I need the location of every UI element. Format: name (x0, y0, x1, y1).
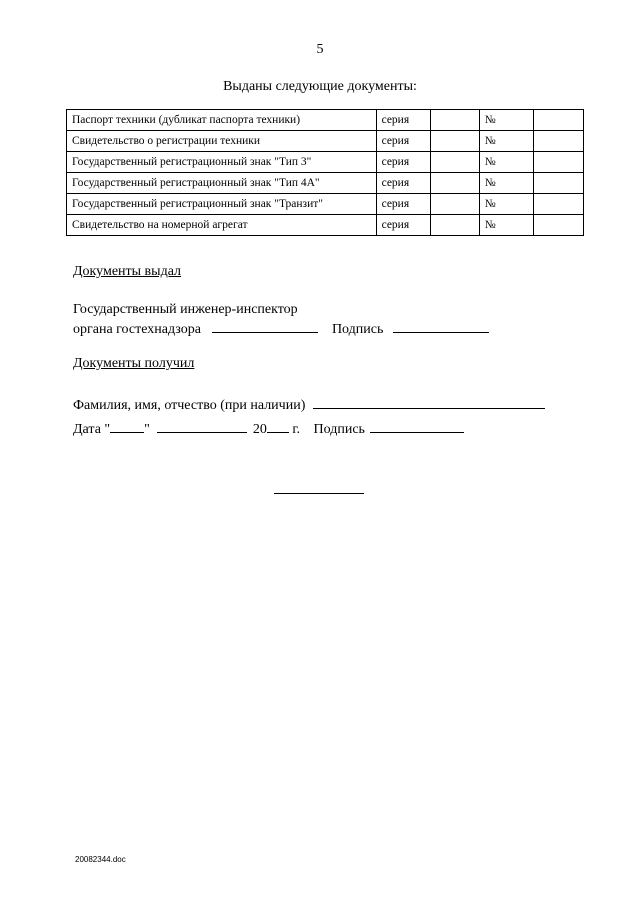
number-label-cell: № (479, 215, 533, 236)
document-name-cell: Свидетельство на номерной агрегат (67, 215, 377, 236)
series-value-cell[interactable] (430, 194, 479, 215)
number-label-cell: № (479, 173, 533, 194)
receiver-signature-label: Подпись (313, 422, 365, 437)
date-quote-open: " (104, 422, 111, 437)
number-value-cell[interactable] (533, 173, 583, 194)
footer-filename: 20082344.doc (75, 855, 126, 864)
fio-field[interactable] (313, 394, 545, 409)
number-label-cell: № (479, 131, 533, 152)
divider (274, 493, 364, 494)
table-row (67, 194, 584, 215)
year-suffix: г. (292, 422, 301, 437)
date-quote-close: " (144, 422, 150, 437)
table-row (67, 152, 584, 173)
page-title: Выданы следующие документы: (223, 79, 417, 94)
series-label-cell: серия (376, 131, 430, 152)
number-value-cell[interactable] (533, 131, 583, 152)
receiver-signature-field[interactable] (370, 418, 464, 433)
number-value-cell[interactable] (533, 215, 583, 236)
table-row (67, 131, 584, 152)
document-name-cell: Свидетельство о регистрации техники (67, 131, 377, 152)
number-value-cell[interactable] (533, 152, 583, 173)
date-label: Дата (73, 422, 101, 437)
document-name-cell: Паспорт техники (дубликат паспорта техники) (67, 110, 377, 131)
series-label-cell: серия (376, 110, 430, 131)
series-label-cell: серия (376, 152, 430, 173)
table-row (67, 173, 584, 194)
inspector-label-line1: Государственный инженер-инспектор (73, 302, 298, 317)
fio-label: Фамилия, имя, отчество (при наличии) (73, 398, 306, 413)
series-value-cell[interactable] (430, 215, 479, 236)
number-value-cell[interactable] (533, 110, 583, 131)
date-line (73, 418, 464, 438)
inspector-signature-field[interactable] (393, 318, 489, 333)
year-prefix: 20 (252, 422, 267, 437)
date-day-field[interactable] (110, 418, 144, 433)
issued-documents-table (66, 109, 584, 236)
inspector-signature-label: Подпись (331, 322, 384, 337)
series-value-cell[interactable] (430, 152, 479, 173)
document-name-cell: Государственный регистрационный знак "Тип 3" (67, 152, 377, 173)
number-label-cell: № (479, 110, 533, 131)
fio-line (73, 394, 545, 414)
date-month-field[interactable] (157, 418, 247, 433)
series-value-cell[interactable] (430, 131, 479, 152)
series-value-cell[interactable] (430, 110, 479, 131)
series-value-cell[interactable] (430, 173, 479, 194)
page-number: 5 (316, 42, 324, 57)
number-label-cell: № (479, 194, 533, 215)
series-label-cell: серия (376, 215, 430, 236)
date-year-field[interactable] (267, 418, 289, 433)
received-by-title: Документы получил (73, 356, 195, 371)
number-label-cell: № (479, 152, 533, 173)
document-name-cell: Государственный регистрационный знак "Тип 4А" (67, 173, 377, 194)
series-label-cell: серия (376, 194, 430, 215)
issued-by-title: Документы выдал (73, 264, 182, 279)
number-value-cell[interactable] (533, 194, 583, 215)
series-label-cell: серия (376, 173, 430, 194)
table-row (67, 215, 584, 236)
inspector-label-line2: органа гостехнадзора (73, 322, 201, 337)
table-row (67, 110, 584, 131)
inspector-line (73, 318, 489, 338)
document-name-cell: Государственный регистрационный знак "Транзит" (67, 194, 377, 215)
inspector-name-field[interactable] (212, 318, 318, 333)
